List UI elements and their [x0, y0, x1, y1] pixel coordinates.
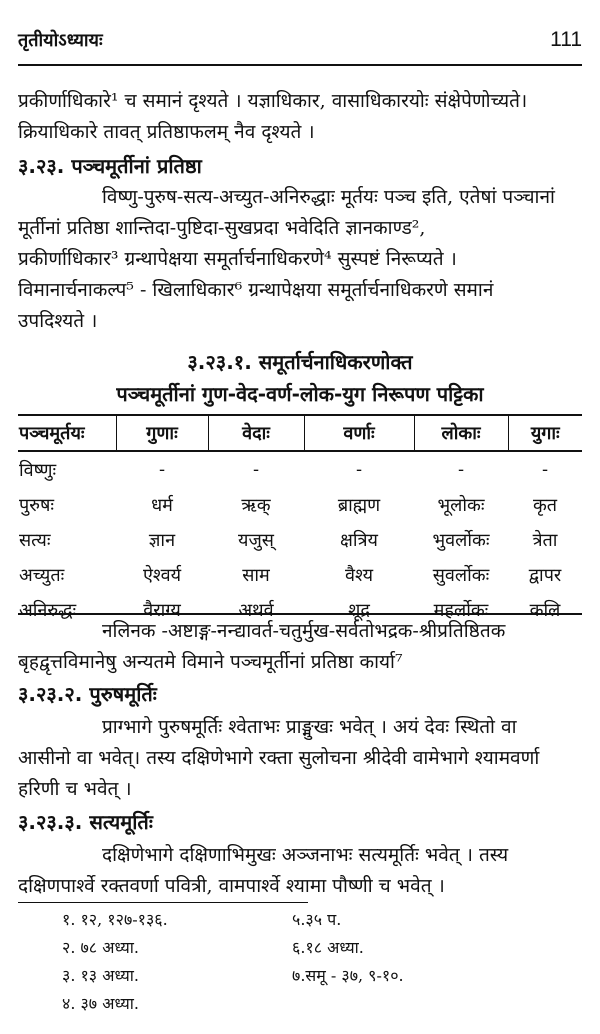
- table-header-row: [18, 415, 582, 451]
- text-line: विमानार्चनाकल्प⁵ - खिलाधिकार⁶ ग्रन्थापेक्षया समूर्तार्चनाधिकरणे समानं: [18, 279, 494, 301]
- intro-paragraph: [18, 86, 582, 148]
- table-cell: भूलोकः: [437, 494, 485, 516]
- text-line: प्राग्भागे पुरुषमूर्तिः श्वेताभः प्राङ्मुखः भवेत् । अयं देवः स्थितो वा: [102, 716, 517, 738]
- table-cell: भुवर्लोकः: [432, 529, 490, 551]
- text-line: आसीनो वा भवेत्। तस्य दक्षिणेभागे रक्ता सुलोचना श्रीदेवी वामेभागे श्यामवर्णा: [18, 747, 540, 769]
- section-3-23-2-paragraph: [18, 712, 582, 805]
- table-cell: सुवर्लोकः: [432, 564, 490, 586]
- table-cell: शूद्र: [348, 599, 370, 621]
- column-header: लोकाः: [414, 415, 508, 451]
- text-line: दक्षिणेभागे दक्षिणाभिमुखः अञ्जनाभः सत्यमूर्तिः भवेत् । तस्य: [102, 844, 509, 866]
- table-cell: यजुस्: [238, 529, 274, 551]
- section-heading-3-23-3: ३.२३.३. सत्यमूर्तिः: [18, 810, 153, 834]
- table-bottom-rule: [18, 613, 582, 615]
- chapter-title: तृतीयोऽध्यायः: [18, 30, 103, 51]
- text-line: मूर्तीनां प्रतिष्ठा शान्तिदा-पुष्टिदा-सुखप्रदा भवेदिति ज्ञानकाण्ड²,: [18, 217, 426, 239]
- table-cell: ज्ञान: [148, 529, 176, 551]
- table-row: [18, 522, 582, 557]
- table-row: [18, 451, 582, 487]
- column-header: पञ्चमूर्तयः: [18, 415, 116, 451]
- page-header: [18, 20, 582, 60]
- table-cell: अच्युतः: [19, 564, 65, 586]
- table-title-line2: पञ्चमूर्तीनां गुण-वेद-वर्ण-लोक-युग निरूपण पट्टिका: [116, 382, 484, 406]
- table-cell: ऋक्: [241, 494, 271, 516]
- footnote: ४. ३७ अध्या.: [62, 994, 139, 1013]
- text-line: हरिणी च भवेत् ।: [18, 778, 132, 800]
- column-header: वर्णाः: [304, 415, 414, 451]
- table-cell: -: [457, 459, 465, 480]
- footnote: ३. १३ अध्या.: [62, 966, 139, 985]
- footnote: १. १२, १२७-१३६.: [62, 910, 168, 929]
- pancha-murti-table: [18, 414, 582, 627]
- table-cell: द्वापर: [528, 564, 562, 586]
- text-line: प्रकीर्णाधिकार³ ग्रन्थापेक्षया समूर्तार्चनाधिकरणे⁴ सुस्पष्टं निरूप्यते ।: [18, 248, 457, 270]
- table-cell: -: [252, 459, 260, 480]
- footnote-separator: [18, 902, 308, 903]
- footnote: २. ७८ अध्या.: [62, 938, 139, 957]
- table-cell: -: [541, 459, 549, 480]
- table-row: [18, 487, 582, 522]
- table-cell: त्रेता: [532, 529, 558, 551]
- table-cell: पुरुषः: [19, 494, 55, 516]
- table-title-line1: ३.२३.१. समूर्तार्चनाधिकरणोक्त: [187, 350, 413, 374]
- text-line: नलिनक -अष्टाङ्ग-नन्द्यावर्त-चतुर्मुख-सर्वतोभद्रक-श्रीप्रतिष्ठितक: [102, 620, 506, 642]
- table-cell: क्षत्रिय: [340, 529, 378, 551]
- table-cell: कृत: [532, 494, 558, 516]
- section-3-23-paragraph: [18, 182, 582, 337]
- column-header: वेदाः: [208, 415, 304, 451]
- table-row: [18, 557, 582, 592]
- table-cell: अनिरुद्धः: [19, 599, 77, 621]
- section-heading-3-23: ३.२३. पञ्चमूर्तीनां प्रतिष्ठा: [18, 154, 202, 178]
- text-line: बृहद्वृत्तविमानेषु अन्यतमे विमाने पञ्चमूर्तीनां प्रतिष्ठा कार्या⁷: [18, 651, 403, 673]
- table-cell: धर्म: [151, 494, 173, 516]
- section-3-23-3-paragraph: [18, 840, 582, 902]
- text-line: उपदिश्यते ।: [18, 310, 98, 332]
- footnote: ६.१८ अध्या.: [292, 938, 364, 957]
- header-rule: [18, 64, 582, 66]
- table-cell: -: [158, 459, 166, 480]
- vimana-paragraph: [18, 616, 582, 678]
- table-cell: सत्यः: [19, 529, 51, 551]
- table-cell: महर्लोकः: [433, 599, 489, 621]
- table-cell: -: [355, 459, 363, 480]
- footnote: ७.समू - ३७, ९-१०.: [292, 966, 404, 985]
- table-cell: वैश्य: [344, 564, 374, 586]
- table-cell: वैराग्य: [143, 599, 181, 621]
- text-line: विष्णु-पुरुष-सत्य-अच्युत-अनिरुद्धाः मूर्तयः पञ्च इति, एतेषां पञ्चानां: [102, 186, 555, 208]
- table-cell: विष्णुः: [19, 459, 57, 481]
- page-number: 111: [550, 28, 582, 51]
- table-cell: कलि: [529, 599, 561, 621]
- footnote: ५.३५ प.: [292, 910, 342, 929]
- text-line: प्रकीर्णाधिकारे¹ च समानं दृश्यते । यज्ञाधिकार, वासाधिकारयोः संक्षेपेणोच्यते।: [18, 90, 528, 112]
- column-header: युगाः: [508, 415, 582, 451]
- column-header: गुणाः: [116, 415, 208, 451]
- table-cell: साम: [242, 564, 270, 586]
- section-heading-3-23-2: ३.२३.२. पुरुषमूर्तिः: [18, 682, 157, 706]
- table-cell: ऐश्वर्य: [142, 564, 182, 586]
- text-line: क्रियाधिकारे तावत् प्रतिष्ठाफलम् नैव दृश्यते ।: [18, 121, 315, 143]
- text-line: दक्षिणपार्श्वे रक्तवर्णा पवित्री, वामपार्श्वे श्यामा पौष्णी च भवेत् ।: [18, 875, 445, 897]
- table-cell: अथर्व: [238, 599, 274, 621]
- table-cell: ब्राह्मण: [337, 494, 381, 516]
